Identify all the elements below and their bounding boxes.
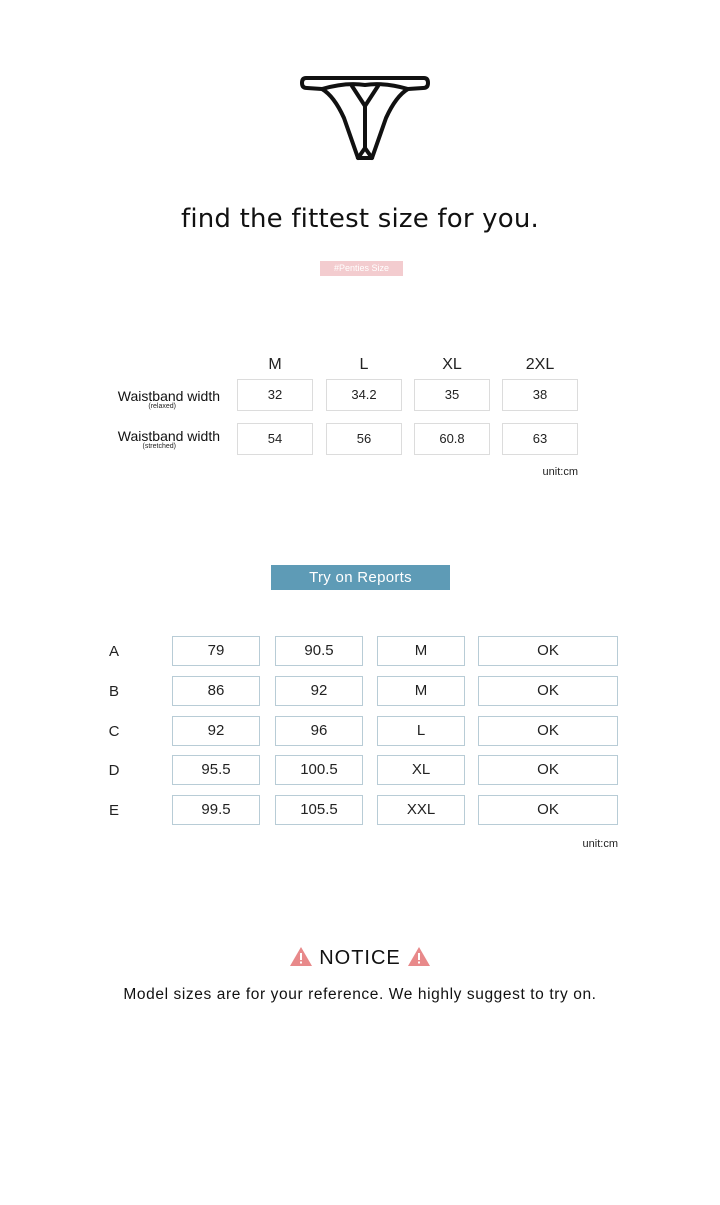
size-column-header: L (359, 356, 369, 373)
report-cell: 92 (172, 716, 260, 746)
headline: find the fittest size for you. (180, 204, 540, 234)
size-unit-label: unit:cm (542, 466, 578, 478)
report-cell: 79 (172, 636, 260, 666)
report-cell: 96 (275, 716, 363, 746)
row-label-relaxed (60, 388, 220, 410)
report-cell: OK (478, 755, 618, 785)
report-row-label: B (108, 683, 119, 700)
report-unit-label: unit:cm (582, 838, 618, 850)
report-row-label: E (108, 802, 119, 819)
size-cell: 38 (502, 379, 578, 411)
size-cell: 32 (237, 379, 313, 411)
row-label-text: Waistband width (117, 428, 220, 444)
report-cell: L (377, 716, 465, 746)
report-cell: XXL (377, 795, 465, 825)
size-cell: 35 (414, 379, 490, 411)
size-column-header: 2XL (525, 356, 555, 373)
warning-icon (289, 946, 313, 967)
size-cell: 34.2 (326, 379, 402, 411)
report-cell: OK (478, 795, 618, 825)
size-cell: 60.8 (414, 423, 490, 455)
report-cell: 92 (275, 676, 363, 706)
report-row-label: D (108, 762, 120, 779)
size-column-header: XL (442, 356, 462, 373)
size-cell: 63 (502, 423, 578, 455)
report-cell: OK (478, 716, 618, 746)
report-cell: 95.5 (172, 755, 260, 785)
size-cell: 54 (237, 423, 313, 455)
report-cell: 99.5 (172, 795, 260, 825)
report-cell: M (377, 676, 465, 706)
size-cell: 56 (326, 423, 402, 455)
report-cell: M (377, 636, 465, 666)
report-cell: OK (478, 636, 618, 666)
warning-icon (407, 946, 431, 967)
notice-text: Model sizes are for your reference. We highly suggest to try on. (123, 986, 597, 1003)
report-cell: 100.5 (275, 755, 363, 785)
row-sublabel: (relaxed) (148, 403, 176, 410)
report-row-label: C (108, 723, 120, 740)
size-column-header: M (268, 356, 282, 373)
report-cell: XL (377, 755, 465, 785)
row-label-stretched (60, 428, 220, 450)
report-cell: 86 (172, 676, 260, 706)
report-cell: 105.5 (275, 795, 363, 825)
report-row-label: A (108, 643, 119, 660)
report-cell: 90.5 (275, 636, 363, 666)
notice-heading (0, 946, 720, 970)
try-on-reports-banner: Try on Reports (271, 565, 450, 590)
notice-title: NOTICE (319, 947, 401, 969)
row-sublabel: (stretched) (142, 443, 176, 450)
panty-icon (300, 74, 430, 164)
report-cell: OK (478, 676, 618, 706)
row-label-text: Waistband width (117, 388, 220, 404)
size-tag: #Penties Size (320, 261, 403, 276)
